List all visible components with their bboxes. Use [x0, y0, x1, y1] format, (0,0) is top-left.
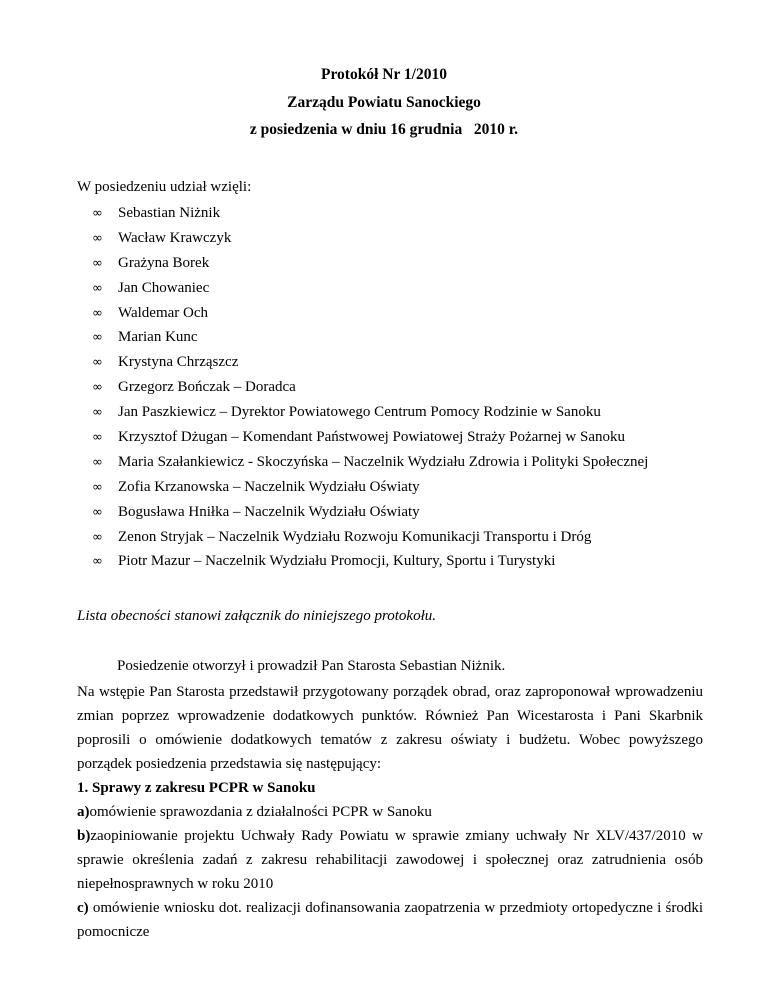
- bullet-icon: ∞: [92, 430, 103, 446]
- meeting-opened-text: Posiedzenie otworzył i prowadził Pan Starosta Sebastian Niżnik.: [117, 658, 506, 674]
- attendee-name: Grażyna Borek: [118, 254, 210, 271]
- bullet-icon: ∞: [92, 305, 103, 321]
- attendee-name: Maria Szałankiewicz - Skoczyńska – Naczelnik Wydziału Zdrowia i Polityki Społecznej: [118, 453, 649, 470]
- attendee-name: Zofia Krzanowska – Naczelnik Wydziału Oświaty: [118, 478, 420, 495]
- attendee-item: [92, 477, 648, 502]
- item-label: b): [77, 828, 91, 844]
- attendee-name: Krystyna Chrząszcz: [118, 354, 239, 371]
- item-label: c): [77, 900, 89, 916]
- bullet-icon: ∞: [92, 405, 103, 421]
- intro-paragraph: Na wstępie Pan Starosta przedstawił przygotowany porządek obrad, oraz zaproponował wprowadzeniu zmian poprzez wprowadzenie dodatkowych punktów. Również Pan Wicestarosta i Pani Skarbnik poprosili o omówienie dodatkowych tematów z zakresu oświaty i budżetu. Wobec powyższego porządek posiedzenia przedstawia się następujący:: [77, 684, 703, 772]
- agenda-body: [77, 680, 703, 944]
- attendee-item: [92, 402, 648, 427]
- bullet-icon: ∞: [92, 330, 103, 346]
- bullet-icon: ∞: [92, 454, 103, 470]
- attendees-list: [92, 203, 648, 576]
- meeting-date: z posiedzenia w dniu 16 grudnia 2010 r.: [249, 121, 519, 138]
- bullet-icon: ∞: [92, 504, 103, 520]
- attendee-name: Bogusława Hniłka – Naczelnik Wydziału Oświaty: [118, 503, 420, 520]
- item-text: omówienie wniosku dot. realizacji dofinansowania zaopatrzenia w przedmioty ortopedyczne i środki pomocnicze: [77, 900, 703, 940]
- attendee-item: [92, 203, 648, 228]
- item-label: a): [77, 804, 90, 820]
- attendee-name: Marian Kunc: [118, 329, 198, 346]
- bullet-icon: ∞: [92, 230, 103, 246]
- attendee-item: [92, 551, 648, 576]
- bullet-icon: ∞: [92, 529, 103, 545]
- attendee-item: [92, 327, 648, 352]
- attendee-name: Zenon Stryjak – Naczelnik Wydziału Rozwoju Komunikacji Transportu i Dróg: [118, 528, 592, 545]
- bullet-icon: ∞: [92, 355, 103, 371]
- attendee-name: Jan Paszkiewicz – Dyrektor Powiatowego Centrum Pomocy Rodzinie w Sanoku: [118, 404, 601, 421]
- attendee-item: [92, 278, 648, 303]
- agenda-item-b: [77, 824, 703, 896]
- section-1-heading: 1. Sprawy z zakresu PCPR w Sanoku: [77, 780, 316, 796]
- attendee-item: [92, 452, 648, 477]
- attendee-name: Jan Chowaniec: [118, 279, 210, 296]
- bullet-icon: ∞: [92, 554, 103, 570]
- attendee-item: [92, 303, 648, 328]
- attendee-name: Krzysztof Dżugan – Komendant Państwowej Powiatowej Straży Pożarnej w Sanoku: [118, 429, 625, 446]
- attendee-name: Grzegorz Bończak – Doradca: [118, 379, 296, 396]
- bullet-icon: ∞: [92, 206, 103, 221]
- attendee-item: [92, 527, 648, 552]
- attendee-item: [92, 253, 648, 278]
- attendee-item: [92, 502, 648, 527]
- agenda-item-c: [77, 896, 703, 944]
- attendees-intro: W posiedzeniu udział wzięli:: [77, 179, 252, 195]
- attendee-name: Wacław Krawczyk: [118, 229, 232, 246]
- attendee-name: Waldemar Och: [118, 304, 208, 321]
- attendee-name: Piotr Mazur – Naczelnik Wydziału Promocji, Kultury, Sportu i Turystyki: [118, 553, 556, 570]
- bullet-icon: ∞: [92, 255, 103, 271]
- attendee-name: Sebastian Niżnik: [118, 205, 221, 221]
- agenda-item-a: [77, 800, 703, 824]
- bullet-icon: ∞: [92, 380, 103, 396]
- attendee-item: [92, 377, 648, 402]
- bullet-icon: ∞: [92, 479, 103, 495]
- item-text: omówienie sprawozdania z działalności PCPR w Sanoku: [89, 804, 432, 820]
- item-text: zaopiniowanie projektu Uchwały Rady Powiatu w sprawie zmiany uchwały Nr XLV/437/2010 w sprawie określenia zadań z zakresu rehabilitacji zawodowej i społecznej oraz zatrudnienia osób niepełnosprawnych w roku 2010: [77, 828, 703, 892]
- attendee-item: [92, 427, 648, 452]
- protocol-number: Protokół Nr 1/2010: [320, 66, 447, 83]
- board-name: Zarządu Powiatu Sanockiego: [287, 94, 481, 111]
- attendee-item: [92, 228, 648, 253]
- attendance-note: Lista obecności stanowi załącznik do niniejszego protokołu.: [77, 608, 437, 624]
- bullet-icon: ∞: [92, 280, 103, 296]
- attendee-item: [92, 352, 648, 377]
